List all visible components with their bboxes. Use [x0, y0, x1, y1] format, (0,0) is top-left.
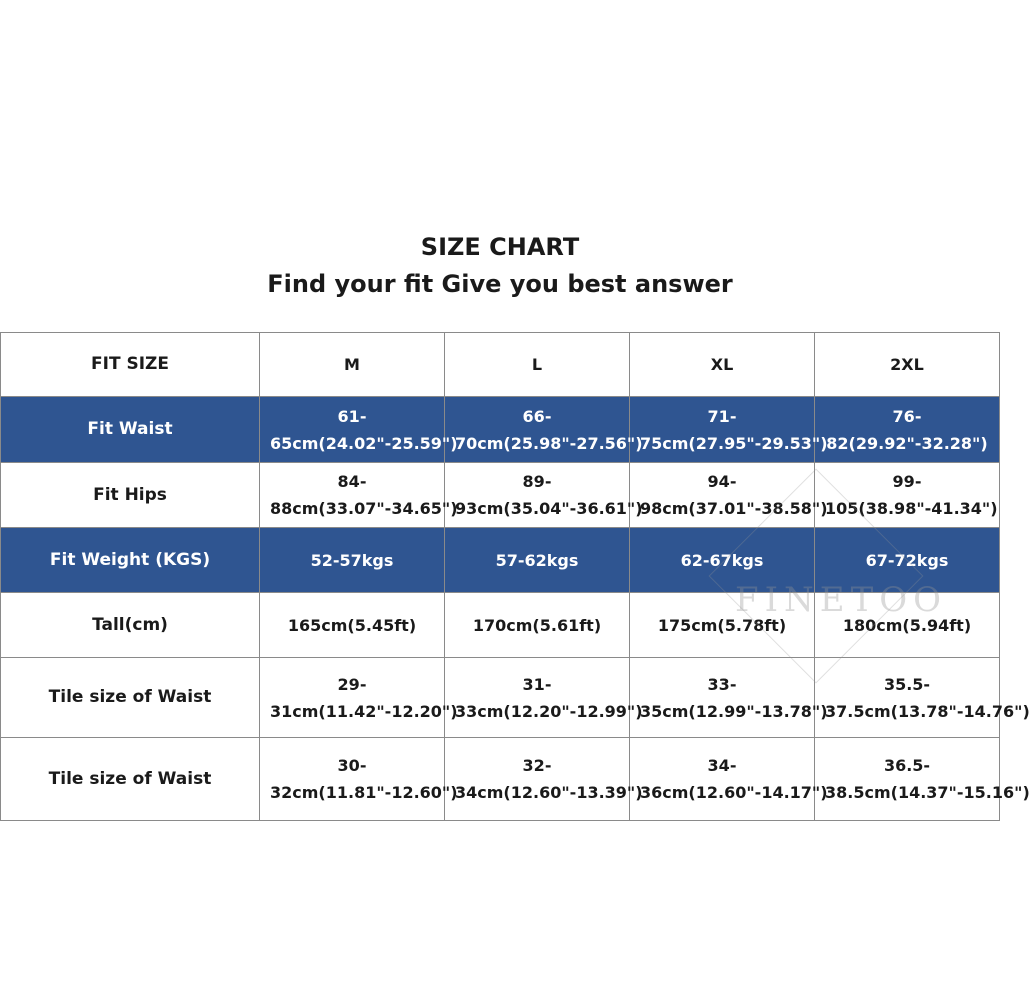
page-subtitle: Find your fit Give you best answer — [267, 270, 733, 298]
row-label: Fit Hips — [1, 463, 260, 528]
table-cell: 175cm(5.78ft) — [630, 593, 815, 658]
table-cell: 35.5-37.5cm(13.78"-14.76") — [815, 658, 1000, 738]
row-label: Fit Waist — [1, 397, 260, 463]
header-cell-2xl: 2XL — [815, 333, 1000, 397]
table-cell: 71-75cm(27.95"-29.53") — [630, 397, 815, 463]
watermark: FINETOO — [735, 580, 948, 620]
table-cell: 180cm(5.94ft) — [815, 593, 1000, 658]
table-cell: 89-93cm(35.04"-36.61") — [445, 463, 630, 528]
header-cell-xl: XL — [630, 333, 815, 397]
table-header-row — [1, 333, 1000, 397]
table-cell: 67-72kgs — [815, 528, 1000, 593]
table-cell: 30-32cm(11.81"-12.60") — [260, 738, 445, 821]
table-cell: 36.5-38.5cm(14.37"-15.16") — [815, 738, 1000, 821]
table-cell: 61-65cm(24.02"-25.59") — [260, 397, 445, 463]
row-label: Tile size of Waist — [1, 658, 260, 738]
header-cell-l: L — [445, 333, 630, 397]
row-label: Tile size of Waist — [1, 738, 260, 821]
chart-heading — [0, 228, 1000, 302]
table-cell: 76-82(29.92"-32.28") — [815, 397, 1000, 463]
page-title: SIZE CHART — [420, 233, 580, 261]
table-cell: 62-67kgs — [630, 528, 815, 593]
table-cell: 52-57kgs — [260, 528, 445, 593]
table-row-tile-waist-2 — [1, 738, 1000, 821]
table-cell: 165cm(5.45ft) — [260, 593, 445, 658]
table-cell: 57-62kgs — [445, 528, 630, 593]
table-cell: 84-88cm(33.07"-34.65") — [260, 463, 445, 528]
table-cell: 34-36cm(12.60"-14.17") — [630, 738, 815, 821]
table-row-tall — [1, 593, 1000, 658]
table-cell: 31-33cm(12.20"-12.99") — [445, 658, 630, 738]
table-cell: 33-35cm(12.99"-13.78") — [630, 658, 815, 738]
table-cell: 66-70cm(25.98"-27.56") — [445, 397, 630, 463]
table-cell: 99-105(38.98"-41.34") — [815, 463, 1000, 528]
header-cell-m: M — [260, 333, 445, 397]
table-row-fit-weight — [1, 528, 1000, 593]
table-cell: 29-31cm(11.42"-12.20") — [260, 658, 445, 738]
table-row-fit-hips — [1, 463, 1000, 528]
table-row-tile-waist-1 — [1, 658, 1000, 738]
table-cell: 170cm(5.61ft) — [445, 593, 630, 658]
size-table — [0, 332, 1030, 821]
header-cell-fit-size: FIT SIZE — [1, 333, 260, 397]
row-label: Tall(cm) — [1, 593, 260, 658]
table-cell: 94-98cm(37.01"-38.58") — [630, 463, 815, 528]
table-cell: 32-34cm(12.60"-13.39") — [445, 738, 630, 821]
table-row-fit-waist — [1, 397, 1000, 463]
row-label: Fit Weight (KGS) — [1, 528, 260, 593]
